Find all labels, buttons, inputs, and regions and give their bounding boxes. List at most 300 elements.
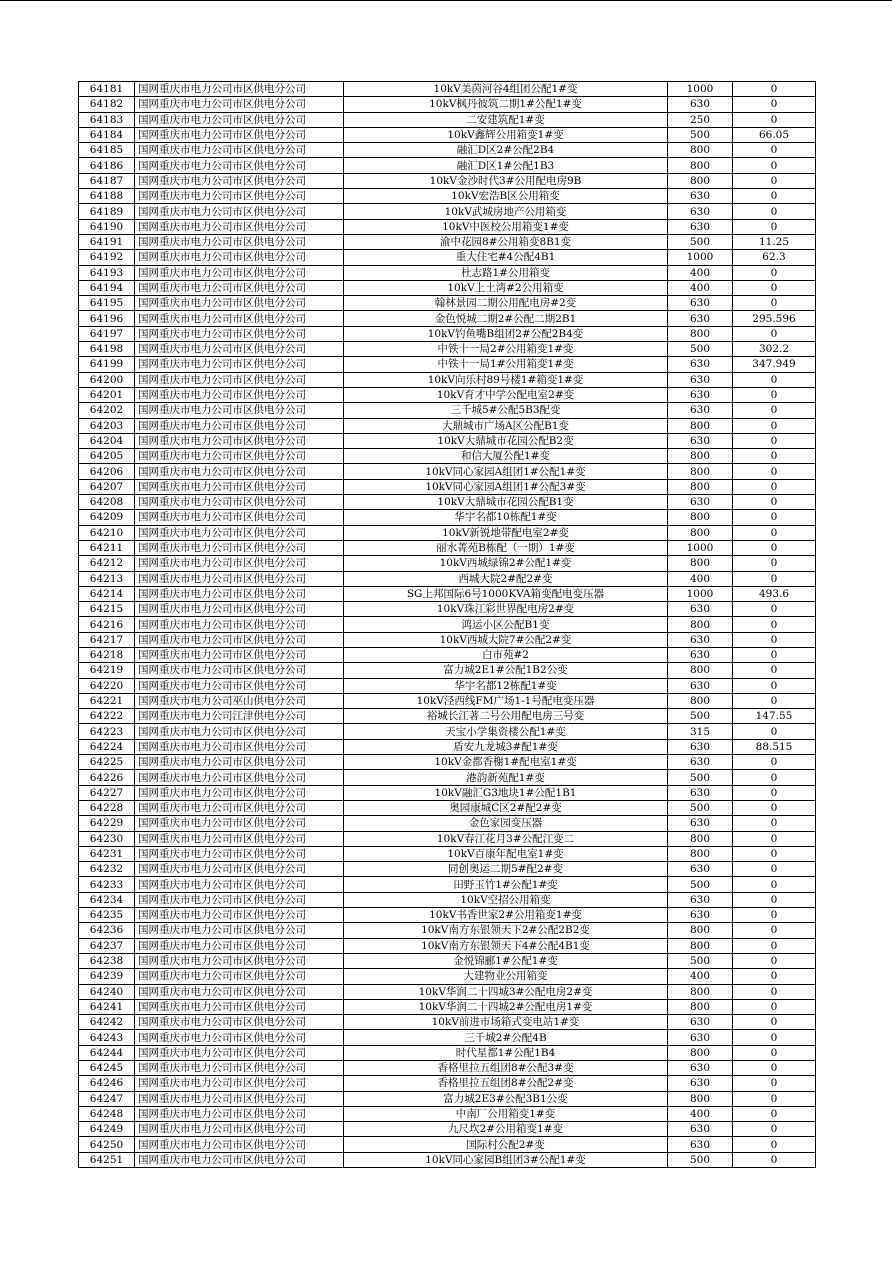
row-id-cell: 64220 — [79, 678, 135, 693]
value-cell: 0 — [733, 984, 816, 999]
company-cell: 国网重庆市电力公司市区供电分公司 — [135, 403, 344, 418]
company-cell: 国网重庆市电力公司市区供电分公司 — [135, 525, 344, 540]
value-cell: 0 — [733, 1030, 816, 1045]
value-cell: 147.55 — [733, 709, 816, 724]
transformer-name-cell: 丽水菁苑B栋配（一期）1#变 — [344, 540, 668, 555]
company-cell: 国网重庆市电力公司市区供电分公司 — [135, 647, 344, 662]
capacity-cell: 630 — [668, 433, 733, 448]
capacity-cell: 315 — [668, 724, 733, 739]
row-id-cell: 64208 — [79, 495, 135, 510]
transformer-name-cell: 10kV大鼎城市花园公配B2变 — [344, 433, 668, 448]
row-id-cell: 64199 — [79, 357, 135, 372]
value-cell: 0 — [733, 693, 816, 708]
capacity-cell: 630 — [668, 785, 733, 800]
transformer-name-cell: 10kV育才中学公配电室2#变 — [344, 387, 668, 402]
row-id-cell: 64209 — [79, 510, 135, 525]
company-cell: 国网重庆市电力公司市区供电分公司 — [135, 1152, 344, 1167]
company-cell: 国网重庆市电力公司市区供电分公司 — [135, 296, 344, 311]
row-id-cell: 64217 — [79, 632, 135, 647]
row-id-cell: 64207 — [79, 479, 135, 494]
table-row — [79, 326, 816, 341]
transformer-name-cell: 九尺坎2#公用箱变1#变 — [344, 1122, 668, 1137]
company-cell: 国网重庆市电力公司市区供电分公司 — [135, 464, 344, 479]
company-cell: 国网重庆市电力公司巫山供电分公司 — [135, 693, 344, 708]
row-id-cell: 64250 — [79, 1137, 135, 1152]
row-id-cell: 64185 — [79, 143, 135, 158]
company-cell: 国网重庆市电力公司市区供电分公司 — [135, 770, 344, 785]
transformer-name-cell: 金色家园变压器 — [344, 816, 668, 831]
company-cell: 国网重庆市电力公司市区供电分公司 — [135, 571, 344, 586]
row-id-cell: 64194 — [79, 280, 135, 295]
capacity-cell: 1000 — [668, 586, 733, 601]
row-id-cell: 64212 — [79, 556, 135, 571]
capacity-cell: 500 — [668, 127, 733, 142]
capacity-cell: 800 — [668, 525, 733, 540]
company-cell: 国网重庆市电力公司市区供电分公司 — [135, 800, 344, 815]
value-cell: 0 — [733, 923, 816, 938]
capacity-cell: 800 — [668, 938, 733, 953]
table-row — [79, 296, 816, 311]
value-cell: 0 — [733, 158, 816, 173]
company-cell: 国网重庆市电力公司江津供电分公司 — [135, 709, 344, 724]
company-cell: 国网重庆市电力公司市区供电分公司 — [135, 586, 344, 601]
company-cell: 国网重庆市电力公司市区供电分公司 — [135, 953, 344, 968]
transformer-name-cell: 10kV鑫辉公用箱变1#变 — [344, 127, 668, 142]
transformer-name-cell: 西城大院2#配2#变 — [344, 571, 668, 586]
capacity-cell: 630 — [668, 219, 733, 234]
row-id-cell: 64248 — [79, 1106, 135, 1121]
value-cell: 0 — [733, 219, 816, 234]
transformer-name-cell: 10kV百康年配电室1#变 — [344, 846, 668, 861]
capacity-cell: 630 — [668, 296, 733, 311]
row-id-cell: 64227 — [79, 785, 135, 800]
capacity-cell: 400 — [668, 265, 733, 280]
value-cell: 0 — [733, 82, 816, 97]
value-cell: 0 — [733, 495, 816, 510]
value-cell: 0 — [733, 617, 816, 632]
transformer-name-cell: 10kV同心家园B组团3#公配1#变 — [344, 1152, 668, 1167]
transformer-name-cell: 10kV南方东银领天下4#公配4B1变 — [344, 938, 668, 953]
capacity-cell: 630 — [668, 1015, 733, 1030]
value-cell: 0 — [733, 1091, 816, 1106]
row-id-cell: 64241 — [79, 999, 135, 1014]
transformer-name-cell: 10kV大鼎城市花园公配B1变 — [344, 495, 668, 510]
value-cell: 0 — [733, 1106, 816, 1121]
table-row — [79, 387, 816, 402]
transformer-name-cell: 10kV空招公用箱变 — [344, 892, 668, 907]
company-cell: 国网重庆市电力公司市区供电分公司 — [135, 127, 344, 142]
value-cell: 0 — [733, 785, 816, 800]
value-cell: 295.596 — [733, 311, 816, 326]
value-cell: 0 — [733, 1061, 816, 1076]
capacity-cell: 1000 — [668, 82, 733, 97]
value-cell: 0 — [733, 846, 816, 861]
company-cell: 国网重庆市电力公司市区供电分公司 — [135, 617, 344, 632]
value-cell: 0 — [733, 877, 816, 892]
value-cell: 0 — [733, 755, 816, 770]
capacity-cell: 630 — [668, 739, 733, 754]
capacity-cell: 630 — [668, 678, 733, 693]
company-cell: 国网重庆市电力公司市区供电分公司 — [135, 219, 344, 234]
company-cell: 国网重庆市电力公司市区供电分公司 — [135, 1091, 344, 1106]
company-cell: 国网重庆市电力公司市区供电分公司 — [135, 97, 344, 112]
company-cell: 国网重庆市电力公司市区供电分公司 — [135, 862, 344, 877]
capacity-cell: 1000 — [668, 540, 733, 555]
capacity-cell: 630 — [668, 311, 733, 326]
table-row — [79, 219, 816, 234]
table-row — [79, 234, 816, 249]
value-cell: 0 — [733, 969, 816, 984]
table-body — [79, 82, 816, 1168]
capacity-cell: 630 — [668, 372, 733, 387]
table-row — [79, 280, 816, 295]
transformer-name-cell: 金色悦城二期2#公配二期2B1 — [344, 311, 668, 326]
transformer-name-cell: 中铁十一局1#公用箱变1#变 — [344, 357, 668, 372]
row-id-cell: 64238 — [79, 953, 135, 968]
capacity-cell: 800 — [668, 143, 733, 158]
value-cell: 0 — [733, 892, 816, 907]
company-cell: 国网重庆市电力公司市区供电分公司 — [135, 785, 344, 800]
table-row — [79, 479, 816, 494]
row-id-cell: 64246 — [79, 1076, 135, 1091]
company-cell: 国网重庆市电力公司市区供电分公司 — [135, 739, 344, 754]
row-id-cell: 64240 — [79, 984, 135, 999]
capacity-cell: 630 — [668, 189, 733, 204]
value-cell: 0 — [733, 265, 816, 280]
value-cell: 0 — [733, 724, 816, 739]
row-id-cell: 64188 — [79, 189, 135, 204]
transformer-name-cell: 10kV金沙时代3#公用配电房9B — [344, 173, 668, 188]
transformer-name-cell: 二安建筑配1#变 — [344, 112, 668, 127]
transformer-name-cell: 白市苑#2 — [344, 647, 668, 662]
company-cell: 国网重庆市电力公司市区供电分公司 — [135, 82, 344, 97]
table-row — [79, 846, 816, 861]
capacity-cell: 630 — [668, 1137, 733, 1152]
company-cell: 国网重庆市电力公司市区供电分公司 — [135, 280, 344, 295]
table-row — [79, 112, 816, 127]
company-cell: 国网重庆市电力公司市区供电分公司 — [135, 112, 344, 127]
transformer-name-cell: 金悦锦郦1#公配1#变 — [344, 953, 668, 968]
transformer-name-cell: 港韵新苑配1#变 — [344, 770, 668, 785]
capacity-cell: 630 — [668, 632, 733, 647]
row-id-cell: 64221 — [79, 693, 135, 708]
company-cell: 国网重庆市电力公司市区供电分公司 — [135, 724, 344, 739]
table-row — [79, 647, 816, 662]
table-row — [79, 892, 816, 907]
table-row — [79, 755, 816, 770]
capacity-cell: 500 — [668, 1152, 733, 1167]
transformer-name-cell: 10kV金都香榭1#配电室1#变 — [344, 755, 668, 770]
company-cell: 国网重庆市电力公司市区供电分公司 — [135, 173, 344, 188]
capacity-cell: 630 — [668, 97, 733, 112]
table-row — [79, 357, 816, 372]
value-cell: 0 — [733, 112, 816, 127]
value-cell: 0 — [733, 418, 816, 433]
company-cell: 国网重庆市电力公司市区供电分公司 — [135, 831, 344, 846]
capacity-cell: 400 — [668, 280, 733, 295]
table-row — [79, 510, 816, 525]
company-cell: 国网重庆市电力公司市区供电分公司 — [135, 143, 344, 158]
table-row — [79, 433, 816, 448]
table-row — [79, 953, 816, 968]
table-row — [79, 632, 816, 647]
transformer-name-cell: 10kV华润二十四城2#公配电房1#变 — [344, 999, 668, 1014]
table-row — [79, 678, 816, 693]
transformer-name-cell: 10kV武城房地产公用箱变 — [344, 204, 668, 219]
row-id-cell: 64245 — [79, 1061, 135, 1076]
table-row — [79, 571, 816, 586]
transformer-name-cell: 裕城长江著二号公用配电房三号变 — [344, 709, 668, 724]
value-cell: 0 — [733, 800, 816, 815]
row-id-cell: 64231 — [79, 846, 135, 861]
value-cell: 0 — [733, 602, 816, 617]
value-cell: 62.3 — [733, 250, 816, 265]
company-cell: 国网重庆市电力公司市区供电分公司 — [135, 1061, 344, 1076]
capacity-cell: 630 — [668, 1122, 733, 1137]
company-cell: 国网重庆市电力公司市区供电分公司 — [135, 1106, 344, 1121]
row-id-cell: 64184 — [79, 127, 135, 142]
capacity-cell: 500 — [668, 770, 733, 785]
capacity-cell: 630 — [668, 204, 733, 219]
company-cell: 国网重庆市电力公司市区供电分公司 — [135, 877, 344, 892]
value-cell: 0 — [733, 173, 816, 188]
capacity-cell: 630 — [668, 647, 733, 662]
company-cell: 国网重庆市电力公司市区供电分公司 — [135, 158, 344, 173]
row-id-cell: 64181 — [79, 82, 135, 97]
value-cell: 0 — [733, 540, 816, 555]
transformer-name-cell: 10kV珠江彩世界配电房2#变 — [344, 602, 668, 617]
transformer-name-cell: 融汇D区2#公配2B4 — [344, 143, 668, 158]
row-id-cell: 64197 — [79, 326, 135, 341]
row-id-cell: 64192 — [79, 250, 135, 265]
company-cell: 国网重庆市电力公司市区供电分公司 — [135, 1076, 344, 1091]
row-id-cell: 64213 — [79, 571, 135, 586]
row-id-cell: 64196 — [79, 311, 135, 326]
transformer-name-cell: 富力城2E3#公配3B1公变 — [344, 1091, 668, 1106]
table-row — [79, 418, 816, 433]
capacity-cell: 630 — [668, 602, 733, 617]
transformer-name-cell: 重大住宅#4公配4B1 — [344, 250, 668, 265]
row-id-cell: 64225 — [79, 755, 135, 770]
table-row — [79, 1015, 816, 1030]
company-cell: 国网重庆市电力公司市区供电分公司 — [135, 234, 344, 249]
transformer-name-cell: 10kV枫丹彼筑二期1#公配1#变 — [344, 97, 668, 112]
row-id-cell: 64249 — [79, 1122, 135, 1137]
row-id-cell: 64224 — [79, 739, 135, 754]
company-cell: 国网重庆市电力公司市区供电分公司 — [135, 326, 344, 341]
transformer-name-cell: 大鼎城市广场A区公配B1变 — [344, 418, 668, 433]
row-id-cell: 64195 — [79, 296, 135, 311]
company-cell: 国网重庆市电力公司市区供电分公司 — [135, 1137, 344, 1152]
capacity-cell: 800 — [668, 846, 733, 861]
capacity-cell: 500 — [668, 800, 733, 815]
capacity-cell: 800 — [668, 1045, 733, 1060]
table-row — [79, 724, 816, 739]
value-cell: 0 — [733, 433, 816, 448]
company-cell: 国网重庆市电力公司市区供电分公司 — [135, 510, 344, 525]
table-row — [79, 1061, 816, 1076]
transformer-name-cell: 10kV宏浩B区公用箱变 — [344, 189, 668, 204]
value-cell: 0 — [733, 831, 816, 846]
value-cell: 493.6 — [733, 586, 816, 601]
value-cell: 0 — [733, 571, 816, 586]
value-cell: 0 — [733, 204, 816, 219]
transformer-name-cell: 田野玉竹1#公配1#变 — [344, 877, 668, 892]
top-border-line — [0, 0, 892, 1]
table-row — [79, 1091, 816, 1106]
row-id-cell: 64200 — [79, 372, 135, 387]
transformer-name-cell: 三千城5#公配5B3配变 — [344, 403, 668, 418]
company-cell: 国网重庆市电力公司市区供电分公司 — [135, 433, 344, 448]
row-id-cell: 64211 — [79, 540, 135, 555]
row-id-cell: 64204 — [79, 433, 135, 448]
value-cell: 0 — [733, 280, 816, 295]
value-cell: 0 — [733, 326, 816, 341]
value-cell: 0 — [733, 1152, 816, 1167]
table-row — [79, 158, 816, 173]
transformer-name-cell: 和信大厦公配1#变 — [344, 449, 668, 464]
table-row — [79, 540, 816, 555]
table-row — [79, 663, 816, 678]
value-cell: 0 — [733, 663, 816, 678]
company-cell: 国网重庆市电力公司市区供电分公司 — [135, 189, 344, 204]
transformer-name-cell: 10kV书香世家2#公用箱变1#变 — [344, 908, 668, 923]
value-cell: 0 — [733, 1076, 816, 1091]
company-cell: 国网重庆市电力公司市区供电分公司 — [135, 938, 344, 953]
capacity-cell: 500 — [668, 709, 733, 724]
capacity-cell: 500 — [668, 234, 733, 249]
row-id-cell: 64216 — [79, 617, 135, 632]
value-cell: 0 — [733, 1122, 816, 1137]
table-row — [79, 739, 816, 754]
capacity-cell: 400 — [668, 571, 733, 586]
company-cell: 国网重庆市电力公司市区供电分公司 — [135, 1030, 344, 1045]
capacity-cell: 800 — [668, 464, 733, 479]
company-cell: 国网重庆市电力公司市区供电分公司 — [135, 311, 344, 326]
row-id-cell: 64201 — [79, 387, 135, 402]
transformer-name-cell: SG上邦国际6号1000KVA箱变配电变压器 — [344, 586, 668, 601]
capacity-cell: 630 — [668, 387, 733, 402]
value-cell: 0 — [733, 143, 816, 158]
capacity-cell: 800 — [668, 1091, 733, 1106]
value-cell: 0 — [733, 403, 816, 418]
row-id-cell: 64226 — [79, 770, 135, 785]
company-cell: 国网重庆市电力公司市区供电分公司 — [135, 678, 344, 693]
company-cell: 国网重庆市电力公司市区供电分公司 — [135, 540, 344, 555]
capacity-cell: 800 — [668, 693, 733, 708]
value-cell: 0 — [733, 449, 816, 464]
row-id-cell: 64232 — [79, 862, 135, 877]
row-id-cell: 64193 — [79, 265, 135, 280]
table-row — [79, 800, 816, 815]
row-id-cell: 64235 — [79, 908, 135, 923]
company-cell: 国网重庆市电力公司市区供电分公司 — [135, 1045, 344, 1060]
capacity-cell: 800 — [668, 663, 733, 678]
transformer-name-cell: 融汇D区1#公配1B3 — [344, 158, 668, 173]
capacity-cell: 800 — [668, 510, 733, 525]
capacity-cell: 630 — [668, 1061, 733, 1076]
transformer-name-cell: 华宇名都12栋配1#变 — [344, 678, 668, 693]
row-id-cell: 64190 — [79, 219, 135, 234]
value-cell: 0 — [733, 1137, 816, 1152]
capacity-cell: 800 — [668, 449, 733, 464]
company-cell: 国网重庆市电力公司市区供电分公司 — [135, 892, 344, 907]
capacity-cell: 630 — [668, 755, 733, 770]
table-row — [79, 82, 816, 97]
capacity-cell: 800 — [668, 831, 733, 846]
company-cell: 国网重庆市电力公司市区供电分公司 — [135, 556, 344, 571]
transformer-name-cell: 10kV向乐村89号楼1#箱变1#变 — [344, 372, 668, 387]
transformer-name-cell: 10kV前进市场箱式变电站1#变 — [344, 1015, 668, 1030]
capacity-cell: 500 — [668, 342, 733, 357]
transformer-name-cell: 盾安九龙城3#配1#变 — [344, 739, 668, 754]
company-cell: 国网重庆市电力公司市区供电分公司 — [135, 250, 344, 265]
capacity-cell: 630 — [668, 495, 733, 510]
value-cell: 0 — [733, 632, 816, 647]
capacity-cell: 800 — [668, 326, 733, 341]
table-row — [79, 586, 816, 601]
table-row — [79, 1106, 816, 1121]
table-row — [79, 770, 816, 785]
transformer-name-cell: 天宝小学集资楼公配1#变 — [344, 724, 668, 739]
table-row — [79, 602, 816, 617]
table-row — [79, 97, 816, 112]
capacity-cell: 800 — [668, 173, 733, 188]
value-cell: 0 — [733, 1015, 816, 1030]
capacity-cell: 630 — [668, 816, 733, 831]
company-cell: 国网重庆市电力公司市区供电分公司 — [135, 999, 344, 1014]
transformer-name-cell: 10kV同心家园A组团1#公配1#变 — [344, 464, 668, 479]
value-cell: 0 — [733, 908, 816, 923]
transformer-name-cell: 中铁十一局2#公用箱变1#变 — [344, 342, 668, 357]
row-id-cell: 64187 — [79, 173, 135, 188]
table-row — [79, 1122, 816, 1137]
company-cell: 国网重庆市电力公司市区供电分公司 — [135, 449, 344, 464]
value-cell: 88.515 — [733, 739, 816, 754]
capacity-cell: 800 — [668, 158, 733, 173]
capacity-cell: 250 — [668, 112, 733, 127]
company-cell: 国网重庆市电力公司市区供电分公司 — [135, 342, 344, 357]
company-cell: 国网重庆市电力公司市区供电分公司 — [135, 984, 344, 999]
company-cell: 国网重庆市电力公司市区供电分公司 — [135, 908, 344, 923]
transformer-name-cell: 香格里拉五组团8#公配2#变 — [344, 1076, 668, 1091]
company-cell: 国网重庆市电力公司市区供电分公司 — [135, 495, 344, 510]
table-row — [79, 127, 816, 142]
company-cell: 国网重庆市电力公司市区供电分公司 — [135, 265, 344, 280]
transformer-name-cell: 10kV南方东银领天下2#公配2B2变 — [344, 923, 668, 938]
company-cell: 国网重庆市电力公司市区供电分公司 — [135, 387, 344, 402]
capacity-cell: 400 — [668, 969, 733, 984]
value-cell: 11.25 — [733, 234, 816, 249]
transformer-name-cell: 10kV钓鱼嘴B组团2#公配2B4变 — [344, 326, 668, 341]
row-id-cell: 64222 — [79, 709, 135, 724]
table-row — [79, 862, 816, 877]
row-id-cell: 64236 — [79, 923, 135, 938]
table-row — [79, 984, 816, 999]
row-id-cell: 64214 — [79, 586, 135, 601]
value-cell: 0 — [733, 647, 816, 662]
transformer-name-cell: 渝中花园8#公用箱变8B1变 — [344, 234, 668, 249]
row-id-cell: 64189 — [79, 204, 135, 219]
transformer-name-cell: 10kV西城绿锦2#公配1#变 — [344, 556, 668, 571]
transformer-name-cell: 10kV春江花月3#公配江变二 — [344, 831, 668, 846]
table-row — [79, 556, 816, 571]
value-cell: 0 — [733, 525, 816, 540]
row-id-cell: 64205 — [79, 449, 135, 464]
table-row — [79, 816, 816, 831]
company-cell: 国网重庆市电力公司市区供电分公司 — [135, 663, 344, 678]
transformer-name-cell: 10kV泾西线FM广场1-1号配电变压器 — [344, 693, 668, 708]
